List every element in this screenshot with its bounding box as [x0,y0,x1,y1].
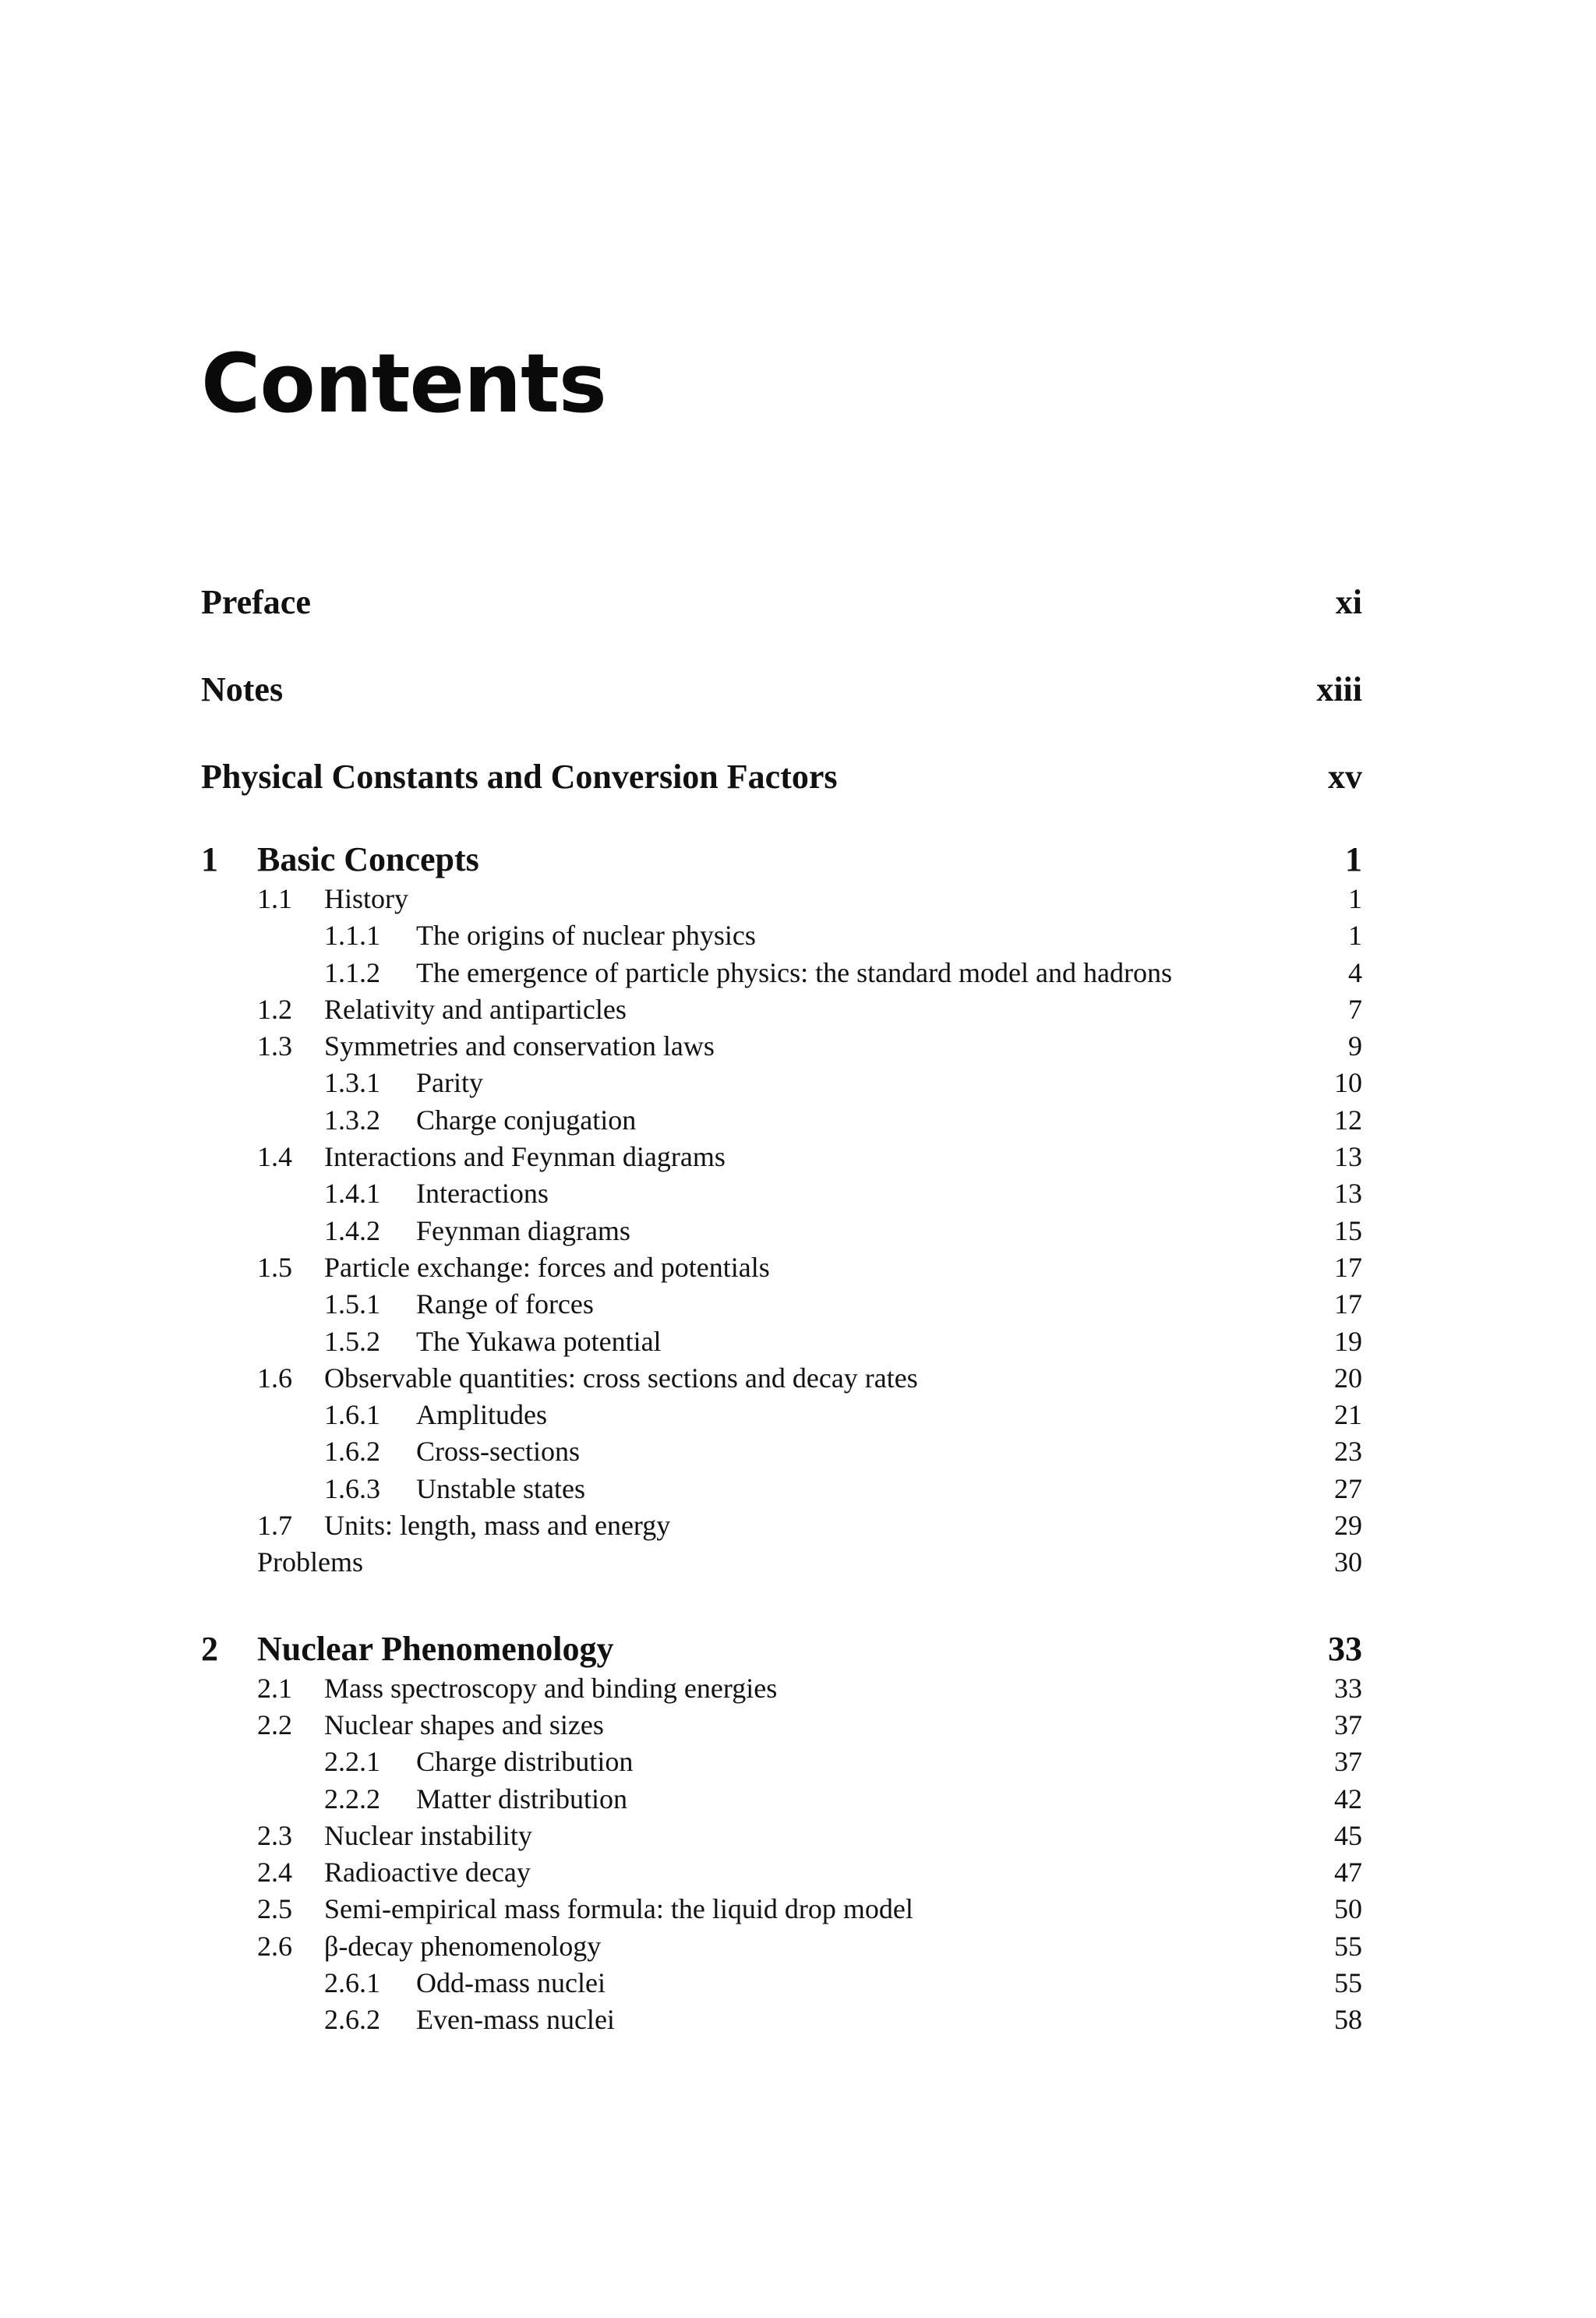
section-number: 2.6.1 [324,1967,380,1999]
toc-section-entry[interactable] [201,1707,1362,1744]
toc-section-entry[interactable] [201,1360,1362,1397]
entry-title: Matter distribution [416,1783,627,1814]
page-number: 13 [1334,1141,1362,1173]
page-number: 15 [1334,1214,1362,1246]
entry-title: Amplitudes [416,1399,547,1431]
entry-title: The Yukawa potential [416,1325,662,1357]
entry-title: The origins of nuclear physics [416,920,756,952]
toc-section-entry[interactable] [201,1928,1362,1965]
entry-title: Feynman diagrams [416,1214,630,1246]
page-number: 17 [1334,1288,1362,1320]
page-number: 23 [1334,1436,1362,1468]
entry-title: Preface [201,583,311,621]
section-number: 2.6 [257,1930,292,1962]
page-number: 1 [1345,840,1362,878]
page-number: 30 [1334,1546,1362,1578]
page-number: xiii [1316,670,1362,708]
toc-chapter-heading[interactable] [201,1628,1362,1670]
entry-title: Notes [201,670,284,708]
section-number: 1.6.2 [324,1436,380,1468]
page-number: 12 [1334,1104,1362,1136]
toc-chapter-heading[interactable] [201,839,1362,881]
entry-title: β-decay phenomenology [324,1930,602,1962]
toc-subsection-entry[interactable] [201,1213,1362,1249]
page-number: 45 [1334,1819,1362,1851]
chapter-number: 2 [201,1629,218,1668]
chapter-number: 1 [201,840,218,878]
toc-subsection-entry[interactable] [201,1433,1362,1470]
page-number: 13 [1334,1178,1362,1210]
entry-title: Radioactive decay [324,1857,531,1889]
toc-section-entry[interactable] [201,1507,1362,1544]
toc-subsection-entry[interactable] [201,1781,1362,1818]
page-number: 1 [1348,883,1362,914]
section-number: 1.2 [257,993,292,1025]
section-number: 1.5.2 [324,1325,380,1357]
entry-title: Parity [416,1067,483,1099]
section-number: 1.4.2 [324,1214,380,1246]
toc-section-entry[interactable] [201,991,1362,1028]
page-number: 47 [1334,1857,1362,1889]
toc-subsection-entry[interactable] [201,955,1362,991]
entry-title: Interactions [416,1178,549,1210]
toc-subsection-entry[interactable] [201,1323,1362,1360]
page-number: 55 [1334,1930,1362,1962]
section-number: 1.1.2 [324,956,380,988]
entry-title: Unstable states [416,1472,585,1504]
section-number: 1.1.1 [324,920,380,952]
page-number: 55 [1334,1967,1362,1999]
page-number: 58 [1334,2004,1362,2036]
section-number: 1.6.3 [324,1472,380,1504]
toc-section-entry[interactable] [201,1139,1362,1175]
section-number: 1.3 [257,1030,292,1062]
toc-section-entry[interactable] [201,1891,1362,1928]
entry-title: Particle exchange: forces and potentials [324,1251,770,1283]
toc-subsection-entry[interactable] [201,1744,1362,1780]
entry-title: History [324,883,408,914]
page-number: 9 [1348,1030,1362,1062]
entry-title: Nuclear shapes and sizes [324,1708,604,1740]
section-number: 2.3 [257,1819,292,1851]
section-number: 1.6.1 [324,1399,380,1431]
entry-title: Interactions and Feynman diagrams [324,1141,726,1173]
page-number: 1 [1348,920,1362,952]
entry-title: Range of forces [416,1288,594,1320]
page-number: 7 [1348,993,1362,1025]
entry-title: Symmetries and conservation laws [324,1030,715,1062]
toc-section-entry[interactable] [201,1028,1362,1065]
page-title: Contents [201,336,606,431]
page-number: xv [1328,758,1362,796]
page-number: 4 [1348,956,1362,988]
section-number: 1.3.1 [324,1067,380,1099]
page-number: 17 [1334,1251,1362,1283]
page-number: xi [1335,583,1362,621]
section-number: 1.5.1 [324,1288,380,1320]
toc-problems-entry[interactable] [201,1544,1362,1581]
toc-subsection-entry[interactable] [201,2002,1362,2038]
entry-title: Relativity and antiparticles [324,993,627,1025]
entry-title: Odd-mass nuclei [416,1967,606,1999]
toc-subsection-entry[interactable] [201,1397,1362,1433]
section-number: 1.7 [257,1510,292,1542]
chapter-spacer [201,1581,1362,1628]
toc-section-entry[interactable] [201,1249,1362,1286]
entry-title: Observable quantities: cross sections and decay rates [324,1362,918,1394]
toc-subsection-entry[interactable] [201,1965,1362,2002]
toc-front-matter-entry[interactable] [201,751,1362,839]
entry-title: Problems [257,1546,364,1578]
entry-title: Semi-empirical mass formula: the liquid drop model [324,1893,913,1925]
page-number: 21 [1334,1399,1362,1431]
page-number: 37 [1334,1708,1362,1740]
chapter-title: Basic Concepts [257,840,479,878]
section-number: 2.5 [257,1893,292,1925]
toc-subsection-entry[interactable] [201,917,1362,954]
section-number: 2.4 [257,1857,292,1889]
toc-front-matter-entry[interactable] [201,664,1362,751]
chapter-title: Nuclear Phenomenology [257,1629,614,1668]
page-number: 10 [1334,1067,1362,1099]
entry-title: Mass spectroscopy and binding energies [324,1672,778,1704]
section-number: 2.1 [257,1672,292,1704]
page-number: 20 [1334,1362,1362,1394]
section-number: 2.2 [257,1708,292,1740]
entry-title: Physical Constants and Conversion Factors [201,758,838,796]
entry-title: Units: length, mass and energy [324,1510,671,1542]
toc-subsection-entry[interactable] [201,1102,1362,1139]
section-number: 1.4.1 [324,1178,380,1210]
entry-title: Charge conjugation [416,1104,637,1136]
entry-title: Charge distribution [416,1746,634,1778]
toc-section-entry[interactable] [201,1854,1362,1891]
page-number: 37 [1334,1746,1362,1778]
section-number: 1.1 [257,883,292,914]
page-number: 33 [1334,1672,1362,1704]
toc-section-entry[interactable] [201,881,1362,917]
entry-title: Nuclear instability [324,1819,532,1851]
page-number: 50 [1334,1893,1362,1925]
page-number: 42 [1334,1783,1362,1814]
entry-title: The emergence of particle physics: the standard model and hadrons [416,956,1172,988]
entry-title: Cross-sections [416,1436,580,1468]
section-number: 1.5 [257,1251,292,1283]
page-number: 27 [1334,1472,1362,1504]
toc-subsection-entry[interactable] [201,1175,1362,1212]
section-number: 2.6.2 [324,2004,380,2036]
section-number: 1.6 [257,1362,292,1394]
toc-subsection-entry[interactable] [201,1471,1362,1507]
section-number: 2.2.1 [324,1746,380,1778]
section-number: 1.3.2 [324,1104,380,1136]
page-number: 33 [1328,1629,1362,1668]
section-number: 2.2.2 [324,1783,380,1814]
toc-section-entry[interactable] [201,1670,1362,1707]
section-number: 1.4 [257,1141,292,1173]
toc-subsection-entry[interactable] [201,1065,1362,1101]
toc-section-entry[interactable] [201,1818,1362,1854]
page-number: 19 [1334,1325,1362,1357]
entry-title: Even-mass nuclei [416,2004,615,2036]
page-number: 29 [1334,1510,1362,1542]
toc-front-matter-entry[interactable] [201,577,1362,664]
toc-subsection-entry[interactable] [201,1286,1362,1323]
table-of-contents [201,577,1362,2039]
